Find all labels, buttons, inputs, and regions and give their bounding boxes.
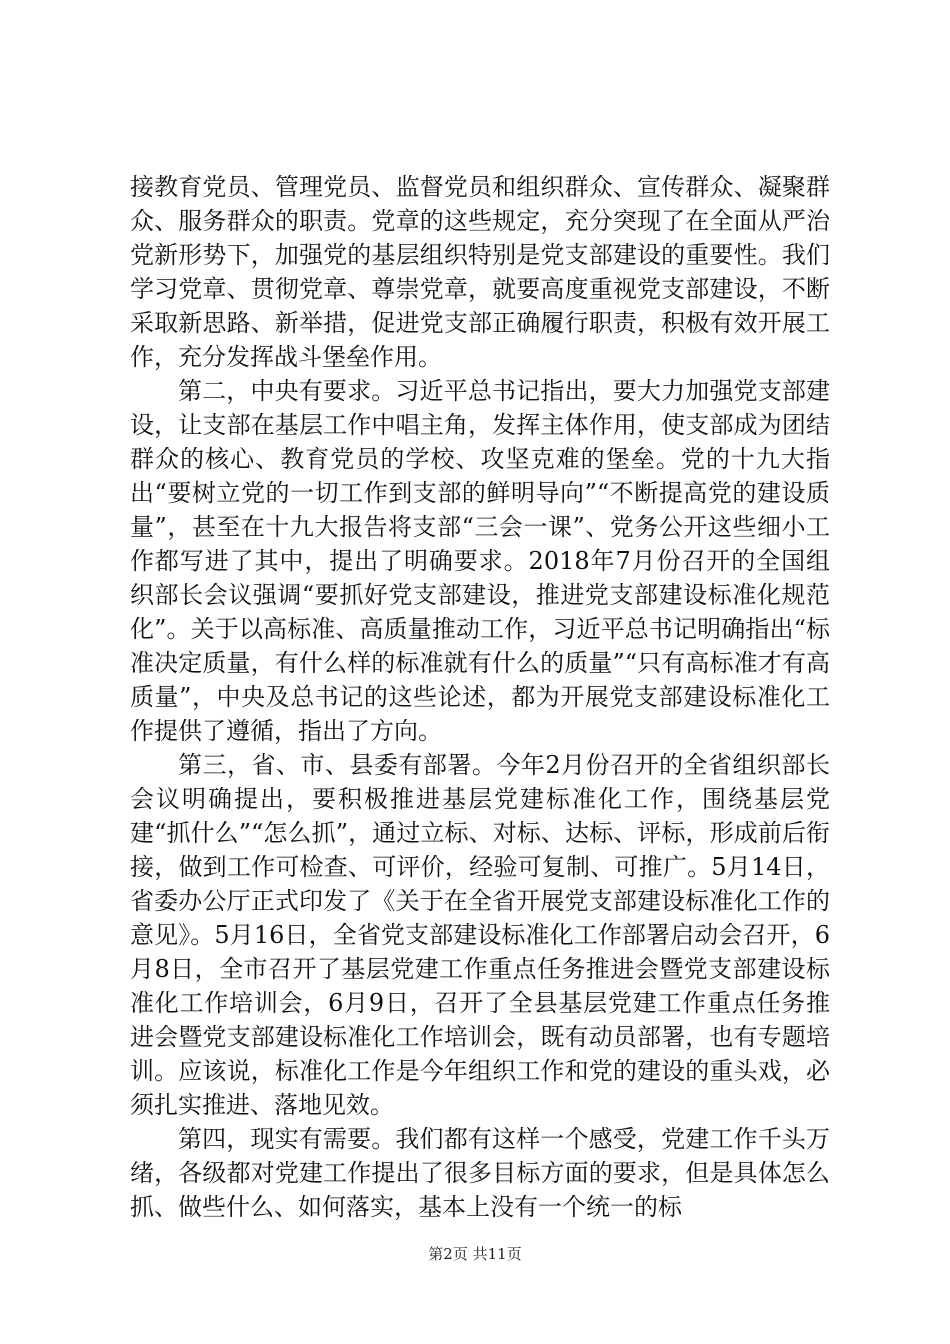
paragraph-1-continued: 接教育党员、管理党员、监督党员和组织群众、宣传群众、凝聚群众、服务群众的职责。党章的这些规定，充分突现了在全面从严治党新形势下，加强党的基层组织特别是党支部建设的重要性。我们学习党章、贯彻党章、尊崇党章，就要高度重视党支部建设，不断采取新思路、新举措，促进党支部正确履行职责，积极有效开展工作，充分发挥战斗堡垒作用。 <box>130 173 830 371</box>
paragraph-3-deployment: 第三，省、市、县委有部署。今年2月份召开的全省组织部长会议明确提出，要积极推进基层党建标准化工作，围绕基层党建“抓什么”“怎么抓”，通过立标、对标、达标、评标，形成前后衔接，做到工作可检查、可评价，经验可复制、可推广。5月14日，省委办公厅正式印发了《关于在全省开展党支部建设标准化工作的意见》。5月16日，全省党支部建设标准化工作部署启动会召开，6月8日，全市召开了基层党建工作重点任务推进会暨党支部建设标准化工作培训会，6月9日，召开了全县基层党建工作重点任务推进会暨党支部建设标准化工作培训会，既有动员部署，也有专题培训。应该说，标准化工作是今年组织工作和党的建设的重头戏，必须扎实推进、落地见效。 <box>130 751 830 1119</box>
paragraph-4-practical-need: 第四，现实有需要。我们都有这样一个感受，党建工作千头万绪，各级都对党建工作提出了很多目标方面的要求，但是具体怎么抓、做些什么、如何落实，基本上没有一个统一的标 <box>130 1125 830 1221</box>
document-body <box>130 170 830 1224</box>
page-number-footer: 第2页 共11页 <box>428 1245 522 1263</box>
paragraph-2-central-requirement: 第二，中央有要求。习近平总书记指出，要大力加强党支部建设，让支部在基层工作中唱主角，发挥主体作用，使支部成为团结群众的核心、教育党员的学校、攻坚克难的堡垒。党的十九大指出“要树立党的一切工作到支部的鲜明导向”“不断提高党的建设质量”，甚至在十九大报告将支部“三会一课”、党务公开这些细小工作都写进了其中，提出了明确要求。2018年7月份召开的全国组织部长会议强调“要抓好党支部建设，推进党支部建设标准化规范化”。关于以高标准、高质量推动工作，习近平总书记明确指出“标准决定质量，有什么样的标准就有什么的质量”“只有高标准才有高质量”，中央及总书记的这些论述，都为开展党支部建设标准化工作提供了遵循，指出了方向。 <box>130 377 830 745</box>
